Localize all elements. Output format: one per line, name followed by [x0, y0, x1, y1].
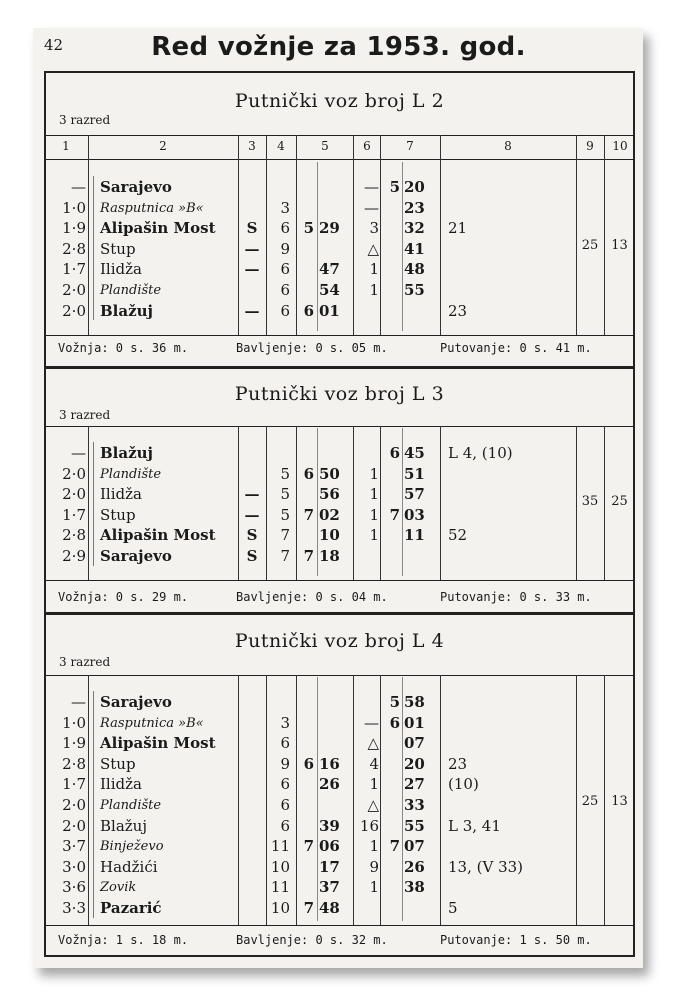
travel-minutes-cell: 5	[280, 505, 290, 524]
station-name: Sarajevo	[100, 178, 172, 196]
travel-minutes-cell: 5	[280, 464, 290, 483]
arrival-hour-cell: 7	[303, 837, 314, 856]
col9-value: 25	[581, 238, 599, 254]
departure-minute-cell: 07	[404, 837, 425, 856]
stop-code-cell: —	[244, 260, 260, 279]
station-name: Binježevo	[100, 839, 164, 855]
connection-note-cell: 21	[448, 219, 468, 238]
departure-hour-cell: 6	[389, 713, 400, 732]
travel-minutes-cell: 7	[280, 526, 290, 545]
travel-minutes-cell: 11	[270, 878, 290, 897]
connection-note-cell: 23	[448, 301, 468, 320]
column-separator	[266, 135, 267, 335]
stop-minutes-cell: —	[364, 178, 379, 196]
travel-time-summary: Vožnja: 1 s. 18 m.	[58, 933, 189, 947]
connection-note-cell: 52	[448, 526, 468, 545]
travel-minutes-cell: 3	[280, 198, 290, 217]
stop-code-cell: —	[244, 301, 260, 320]
class-label: 3 razred	[59, 408, 111, 422]
station-name: Rasputnica »B«	[100, 200, 204, 216]
total-time-summary: Putovanje: 1 s. 50 m.	[440, 933, 592, 947]
travel-minutes-cell: 11	[270, 837, 290, 856]
km-cell: 3·3	[62, 899, 86, 917]
column-separator	[380, 675, 381, 925]
column-separator	[296, 675, 297, 925]
travel-minutes-cell: 9	[280, 754, 290, 773]
km-cell: 2·9	[62, 547, 86, 565]
km-cell: 1·7	[62, 260, 86, 279]
stop-minutes-cell: —	[364, 713, 379, 732]
column-separator	[88, 135, 89, 335]
travel-minutes-cell: 6	[280, 281, 290, 299]
column-number: 1	[62, 139, 70, 153]
km-cell: 2·8	[62, 526, 86, 545]
station-name: Ilidža	[100, 260, 142, 279]
connection-note-cell: 5	[448, 899, 458, 917]
km-cell: —	[71, 178, 86, 196]
column-number: 2	[159, 139, 167, 153]
minute-separator	[317, 162, 318, 331]
column-separator	[238, 135, 239, 335]
travel-minutes-cell: 3	[280, 713, 290, 732]
arrival-minute-cell: 39	[319, 816, 340, 835]
column-separator	[353, 135, 354, 335]
summary-line	[44, 580, 635, 581]
km-cell: 2·0	[62, 816, 86, 835]
km-cell: 1·9	[62, 219, 86, 238]
km-cell: —	[71, 693, 86, 711]
departure-hour-cell: 7	[389, 837, 400, 856]
km-cell: 2·0	[62, 301, 86, 320]
departure-minute-cell: 11	[404, 526, 425, 545]
minute-separator	[402, 677, 403, 921]
section-divider	[44, 612, 635, 615]
stop-minutes-cell: 16	[359, 816, 379, 835]
stop-time-summary: Bavljenje: 0 s. 32 m.	[236, 933, 388, 947]
arrival-minute-cell: 26	[319, 775, 340, 794]
column-separator	[380, 426, 381, 580]
km-cell: 1·9	[62, 734, 86, 753]
station-name: Sarajevo	[100, 547, 172, 565]
travel-time-summary: Vožnja: 0 s. 29 m.	[58, 590, 189, 604]
station-name: Rasputnica »B«	[100, 715, 204, 731]
travel-minutes-cell: 6	[280, 796, 290, 814]
page-number: 42	[44, 36, 64, 54]
column-separator	[576, 135, 577, 335]
departure-minute-cell: 45	[404, 444, 425, 462]
arrival-minute-cell: 50	[319, 464, 340, 483]
column-number: 3	[248, 139, 256, 153]
minute-separator	[402, 162, 403, 331]
departure-minute-cell: 38	[404, 878, 425, 897]
departure-minute-cell: 03	[404, 505, 425, 524]
stop-minutes-cell: 1	[369, 281, 379, 299]
travel-minutes-cell: 7	[280, 547, 290, 565]
class-label: 3 razred	[59, 113, 111, 127]
column-number: 7	[406, 139, 414, 153]
column-separator	[266, 675, 267, 925]
station-bar	[93, 176, 94, 320]
station-name: Stup	[100, 754, 136, 773]
column-number: 9	[586, 139, 594, 153]
departure-minute-cell: 57	[404, 485, 425, 504]
class-label: 3 razred	[59, 655, 111, 669]
minute-separator	[317, 428, 318, 576]
stop-minutes-cell: △	[367, 239, 379, 258]
departure-hour-cell: 7	[389, 505, 400, 524]
station-name: Alipašin Most	[100, 526, 216, 545]
departure-minute-cell: 41	[404, 239, 425, 258]
arrival-minute-cell: 56	[319, 485, 340, 504]
column-separator	[440, 426, 441, 580]
departure-minute-cell: 51	[404, 464, 425, 483]
stop-code-cell: S	[246, 219, 258, 238]
travel-minutes-cell: 9	[280, 239, 290, 258]
departure-minute-cell: 55	[404, 281, 425, 299]
km-cell: 3·0	[62, 857, 86, 876]
station-name: Stup	[100, 505, 136, 524]
station-name: Ilidža	[100, 775, 142, 794]
arrival-hour-cell: 6	[303, 464, 314, 483]
page-heading: Red vožnje za 1953. god.	[151, 32, 526, 62]
station-name: Plandište	[100, 283, 162, 298]
train-title: Putnički voz broj L 3	[234, 383, 445, 405]
arrival-minute-cell: 10	[319, 526, 340, 545]
col9-value: 25	[581, 794, 599, 810]
travel-minutes-cell: 6	[280, 775, 290, 794]
departure-minute-cell: 32	[404, 219, 425, 238]
section-divider	[44, 366, 635, 369]
connection-note-cell: 13, (V 33)	[448, 857, 524, 876]
connection-note-cell: (10)	[448, 775, 479, 794]
stop-minutes-cell: —	[364, 198, 379, 217]
km-cell: 2·0	[62, 464, 86, 483]
column-number: 10	[612, 139, 628, 153]
arrival-hour-cell: 7	[303, 547, 314, 565]
km-cell: 3·6	[62, 878, 86, 897]
connection-note-cell: L 3, 41	[448, 816, 501, 835]
column-separator	[353, 675, 354, 925]
arrival-hour-cell: 7	[303, 505, 314, 524]
km-cell: 1·7	[62, 505, 86, 524]
km-cell: 1·7	[62, 775, 86, 794]
departure-minute-cell: 07	[404, 734, 425, 753]
column-number: 6	[363, 139, 371, 153]
departure-minute-cell: 58	[404, 693, 425, 711]
arrival-minute-cell: 06	[319, 837, 340, 856]
col9-value: 35	[581, 493, 599, 509]
arrival-hour-cell: 6	[303, 754, 314, 773]
station-name: Sarajevo	[100, 693, 172, 711]
station-bar	[93, 691, 94, 918]
minute-separator	[402, 428, 403, 576]
column-number-line	[44, 159, 635, 160]
column-separator	[604, 135, 605, 335]
arrival-minute-cell: 47	[319, 260, 340, 279]
travel-time-summary: Vožnja: 0 s. 36 m.	[58, 341, 189, 355]
column-number: 4	[277, 139, 285, 153]
km-cell: 1·0	[62, 713, 86, 732]
col10-value: 13	[611, 238, 628, 254]
km-cell: 1·0	[62, 198, 86, 217]
column-separator	[238, 426, 239, 580]
arrival-minute-cell: 17	[319, 857, 340, 876]
stop-code-cell: —	[244, 485, 260, 504]
col10-value: 25	[611, 493, 628, 509]
arrival-minute-cell: 02	[319, 505, 340, 524]
summary-line	[44, 925, 635, 926]
column-separator	[353, 426, 354, 580]
km-cell: 2·0	[62, 281, 86, 299]
travel-minutes-cell: 6	[280, 260, 290, 279]
travel-minutes-cell: 6	[280, 734, 290, 753]
km-cell: 2·0	[62, 796, 86, 814]
station-name: Blažuj	[100, 444, 153, 462]
stop-minutes-cell: 1	[369, 464, 379, 483]
column-separator	[88, 675, 89, 925]
station-name: Ilidža	[100, 485, 142, 504]
col10-value: 13	[611, 794, 628, 810]
column-number: 8	[504, 139, 512, 153]
station-name: Blažuj	[100, 816, 147, 835]
departure-minute-cell: 23	[404, 198, 425, 217]
arrival-hour-cell: 5	[303, 219, 314, 238]
stop-code-cell: S	[246, 526, 258, 545]
stop-minutes-cell: 1	[369, 775, 379, 794]
arrival-hour-cell: 7	[303, 899, 314, 917]
table-top-line	[44, 426, 635, 427]
km-cell: —	[71, 444, 86, 462]
station-name: Hadžići	[100, 857, 158, 876]
station-name: Alipašin Most	[100, 219, 216, 238]
column-separator	[88, 426, 89, 580]
station-name: Plandište	[100, 466, 162, 482]
stop-minutes-cell: 3	[369, 219, 379, 238]
km-cell: 3·7	[62, 837, 86, 856]
departure-minute-cell: 27	[404, 775, 425, 794]
departure-minute-cell: 20	[404, 754, 425, 773]
departure-minute-cell: 48	[404, 260, 425, 279]
travel-minutes-cell: 6	[280, 301, 290, 320]
station-name: Alipašin Most	[100, 734, 216, 753]
stop-minutes-cell: 1	[369, 526, 379, 545]
stop-code-cell: —	[244, 505, 260, 524]
stop-code-cell: —	[244, 239, 260, 258]
departure-minute-cell: 01	[404, 713, 425, 732]
travel-minutes-cell: 5	[280, 485, 290, 504]
column-separator	[238, 675, 239, 925]
total-time-summary: Putovanje: 0 s. 33 m.	[440, 590, 592, 604]
departure-hour-cell: 6	[389, 444, 400, 462]
km-cell: 2·8	[62, 239, 86, 258]
table-top-line	[44, 675, 635, 676]
stop-time-summary: Bavljenje: 0 s. 05 m.	[236, 341, 388, 355]
travel-minutes-cell: 10	[270, 857, 290, 876]
connection-note-cell: L 4, (10)	[448, 444, 513, 462]
departure-hour-cell: 5	[389, 693, 400, 711]
arrival-minute-cell: 54	[319, 281, 340, 299]
travel-minutes-cell: 6	[280, 816, 290, 835]
stop-minutes-cell: △	[367, 734, 379, 753]
km-cell: 2·8	[62, 754, 86, 773]
arrival-minute-cell: 29	[319, 219, 340, 238]
departure-minute-cell: 55	[404, 816, 425, 835]
departure-minute-cell: 33	[404, 796, 425, 814]
travel-minutes-cell: 6	[280, 219, 290, 238]
stop-minutes-cell: 1	[369, 260, 379, 279]
column-number-line	[44, 135, 635, 136]
minute-separator	[317, 677, 318, 921]
station-name: Blažuj	[100, 301, 153, 320]
column-separator	[440, 135, 441, 335]
total-time-summary: Putovanje: 0 s. 41 m.	[440, 341, 592, 355]
station-name: Zovik	[100, 880, 137, 896]
stop-minutes-cell: 1	[369, 837, 379, 856]
column-number: 5	[321, 139, 329, 153]
station-name: Pazarić	[100, 899, 162, 917]
stop-minutes-cell: 4	[369, 754, 379, 773]
arrival-hour-cell: 6	[303, 301, 314, 320]
train-title: Putnički voz broj L 4	[234, 630, 445, 652]
stop-time-summary: Bavljenje: 0 s. 04 m.	[236, 590, 388, 604]
arrival-minute-cell: 48	[319, 899, 340, 917]
stop-code-cell: S	[246, 547, 258, 565]
column-separator	[380, 135, 381, 335]
arrival-minute-cell: 18	[319, 547, 340, 565]
stop-minutes-cell: △	[367, 796, 379, 814]
arrival-minute-cell: 37	[319, 878, 340, 897]
departure-minute-cell: 20	[404, 178, 425, 196]
arrival-minute-cell: 01	[319, 301, 340, 320]
station-name: Stup	[100, 239, 136, 258]
stop-minutes-cell: 1	[369, 485, 379, 504]
departure-minute-cell: 26	[404, 857, 425, 876]
column-separator	[266, 426, 267, 580]
travel-minutes-cell: 10	[270, 899, 290, 917]
stop-minutes-cell: 1	[369, 878, 379, 897]
train-title: Putnički voz broj L 2	[234, 90, 445, 112]
summary-line	[44, 335, 635, 336]
connection-note-cell: 23	[448, 754, 468, 773]
station-name: Plandište	[100, 798, 162, 813]
station-bar	[93, 442, 94, 566]
stop-minutes-cell: 9	[369, 857, 379, 876]
column-separator	[440, 675, 441, 925]
stop-minutes-cell: 1	[369, 505, 379, 524]
departure-hour-cell: 5	[389, 178, 400, 196]
arrival-minute-cell: 16	[319, 754, 340, 773]
km-cell: 2·0	[62, 485, 86, 504]
